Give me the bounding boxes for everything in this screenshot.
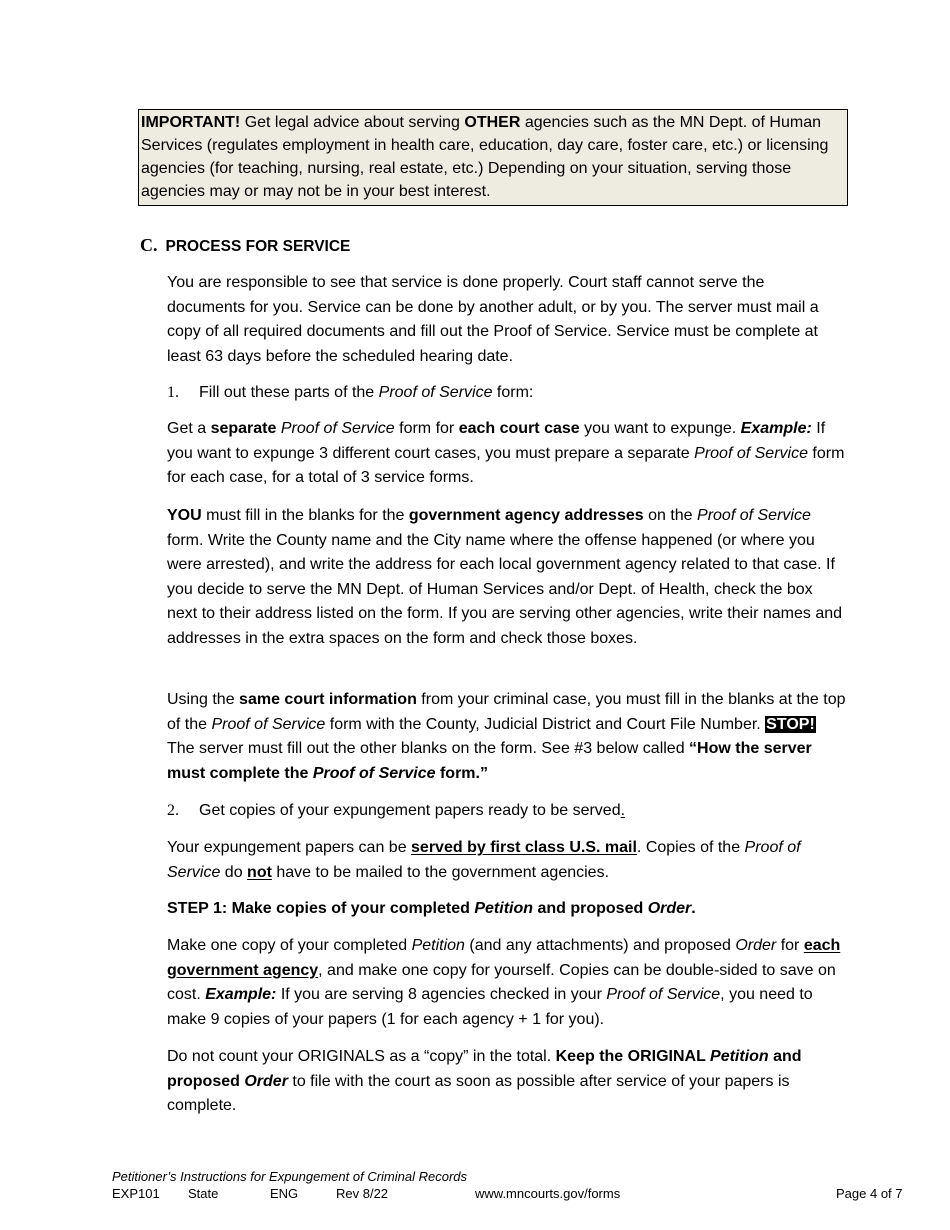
t: (and any attachments) and proposed [464,937,736,954]
t: do [220,863,248,881]
t: form. Write the County name and the City name where the offense happened (or where you were arrested), and write the address for each local government agency related to that case. If you decide to serve the MN Dept. of Human Services and/or Dept. of Health, check the box next to their address listed on the form. If you are serving other agencies, write their names and addresses in the extra spaces on the form and check those boxes. [167,531,843,647]
t: If you want to expunge 3 different court cases, you must prepare a separate [167,420,826,462]
item1-text-1: Fill out these parts of the [199,384,379,401]
t: Proof of Service [606,986,721,1003]
t: . [691,900,696,917]
t: If you are serving 8 agencies checked in your [276,986,607,1003]
footer-state: State [188,1186,219,1201]
item1-text-2: form: [492,384,534,401]
footer-url[interactable]: www.mncourts.gov/forms [475,1186,621,1201]
section-letter: C. [140,235,158,255]
t: on the [643,507,698,524]
t: Keep the ORIGINAL [555,1048,711,1065]
footer-revision: Rev 8/22 [336,1186,389,1201]
t: form for [394,420,459,437]
step-1-heading [167,897,847,922]
t: Petition [474,900,534,917]
t: Proof of Service [167,839,801,881]
t: each government agency [167,937,841,979]
item1-em: Proof of Service [378,384,493,401]
t: , and make one copy for yourself. Copies can be double-sided to save on cost. [167,961,836,1003]
t: Example: [740,420,812,437]
t: Petition [710,1048,769,1065]
t: Using the [167,691,240,708]
t: Proof of Service [280,420,395,437]
t: form for each case, for a total of 3 service forms. [167,444,845,486]
t: served by first class U.S. mail [411,839,637,856]
t: have to be mailed to the government agencies. [271,863,610,881]
mail-paragraph [167,836,847,885]
t: each court case [458,420,580,437]
t: Make one copy of your completed [167,937,412,954]
t: The server must fill out the other blanks on the form. See #3 below called [167,740,690,757]
stop-badge: STOP! [766,715,815,733]
section-title: PROCESS FOR SERVICE [165,238,351,255]
footer-row [112,1186,912,1204]
section-heading [140,235,350,256]
t: Order [244,1072,288,1090]
t: Proof of Service [312,764,436,782]
important-text-1: Get legal advice about serving [240,114,465,131]
step-item-1 [167,381,533,405]
t: Get copies of your expungement papers ready to be served [199,802,621,819]
t: , you need to make 9 copies of your papers (1 for each agency + 1 for you). [167,986,813,1028]
item-number: 1. [167,384,179,401]
t: . Copies of the [636,839,745,856]
t: Proof of Service [697,507,811,524]
t: form.” [435,764,488,782]
t: to file with the court as soon as possible after service of your papers is complete. [167,1072,790,1114]
agency-addresses-paragraph [167,504,847,651]
important-notice-box [138,109,848,206]
t: must fill in the blanks for the [201,507,409,524]
court-info-paragraph [167,688,847,786]
t: Get a [167,420,211,437]
t: government agency addresses [408,507,644,524]
copies-paragraph [167,934,847,1032]
item-number: 2. [167,802,179,819]
originals-paragraph [167,1045,847,1119]
t: YOU [167,507,202,524]
t: same court information [239,691,417,708]
important-text-2: agencies such as the MN Dept. of Human Services (regulates employment in health care, education, day care, foster care, etc.) or licensing agencies (for teaching, nursing, real estate, etc.) Depending on your situation, serving those agencies may or may not be in your best interest. [141,114,829,200]
separate-form-paragraph [167,417,847,491]
step-item-2 [167,799,625,823]
t: Example: [205,986,277,1003]
footer-form-id: EXP101 [112,1186,160,1201]
footer-title: Petitioner’s Instructions for Expungement of Criminal Records [112,1169,468,1184]
t: “How the server must complete the [167,740,812,782]
t: you want to expunge. [579,420,741,437]
t: not [247,863,272,881]
t: for [776,937,804,954]
t: separate [210,420,277,437]
t: . [620,802,626,819]
footer-page-number: Page 4 of 7 [836,1186,903,1201]
t: from your criminal case, you must fill in the blanks at the top of the [167,691,846,733]
t: Proof of Service [211,715,326,733]
t: STEP 1: Make copies of your completed [167,900,475,917]
important-other: OTHER [464,114,521,131]
t: Do not count your ORIGINALS as a “copy” in the total. [167,1048,556,1065]
t: and proposed [533,900,648,917]
t: Order [647,900,692,917]
t: Petition [411,937,465,954]
t: Order [735,937,777,954]
important-label: IMPORTANT! [141,114,241,131]
t: and proposed [167,1048,802,1090]
intro-paragraph: You are responsible to see that service is done properly. Court staff cannot serve the documents for you. Service can be done by another adult, or by you. The server must mail a copy of all required documents and fill out the Proof of Service. Service must be complete at least 63 days before the scheduled hearing date. [167,274,819,365]
t: form with the County, Judicial District and Court File Number. [325,715,766,733]
t: Your expungement papers can be [167,839,412,856]
t: Proof of Service [694,444,808,462]
footer-language: ENG [270,1186,299,1201]
